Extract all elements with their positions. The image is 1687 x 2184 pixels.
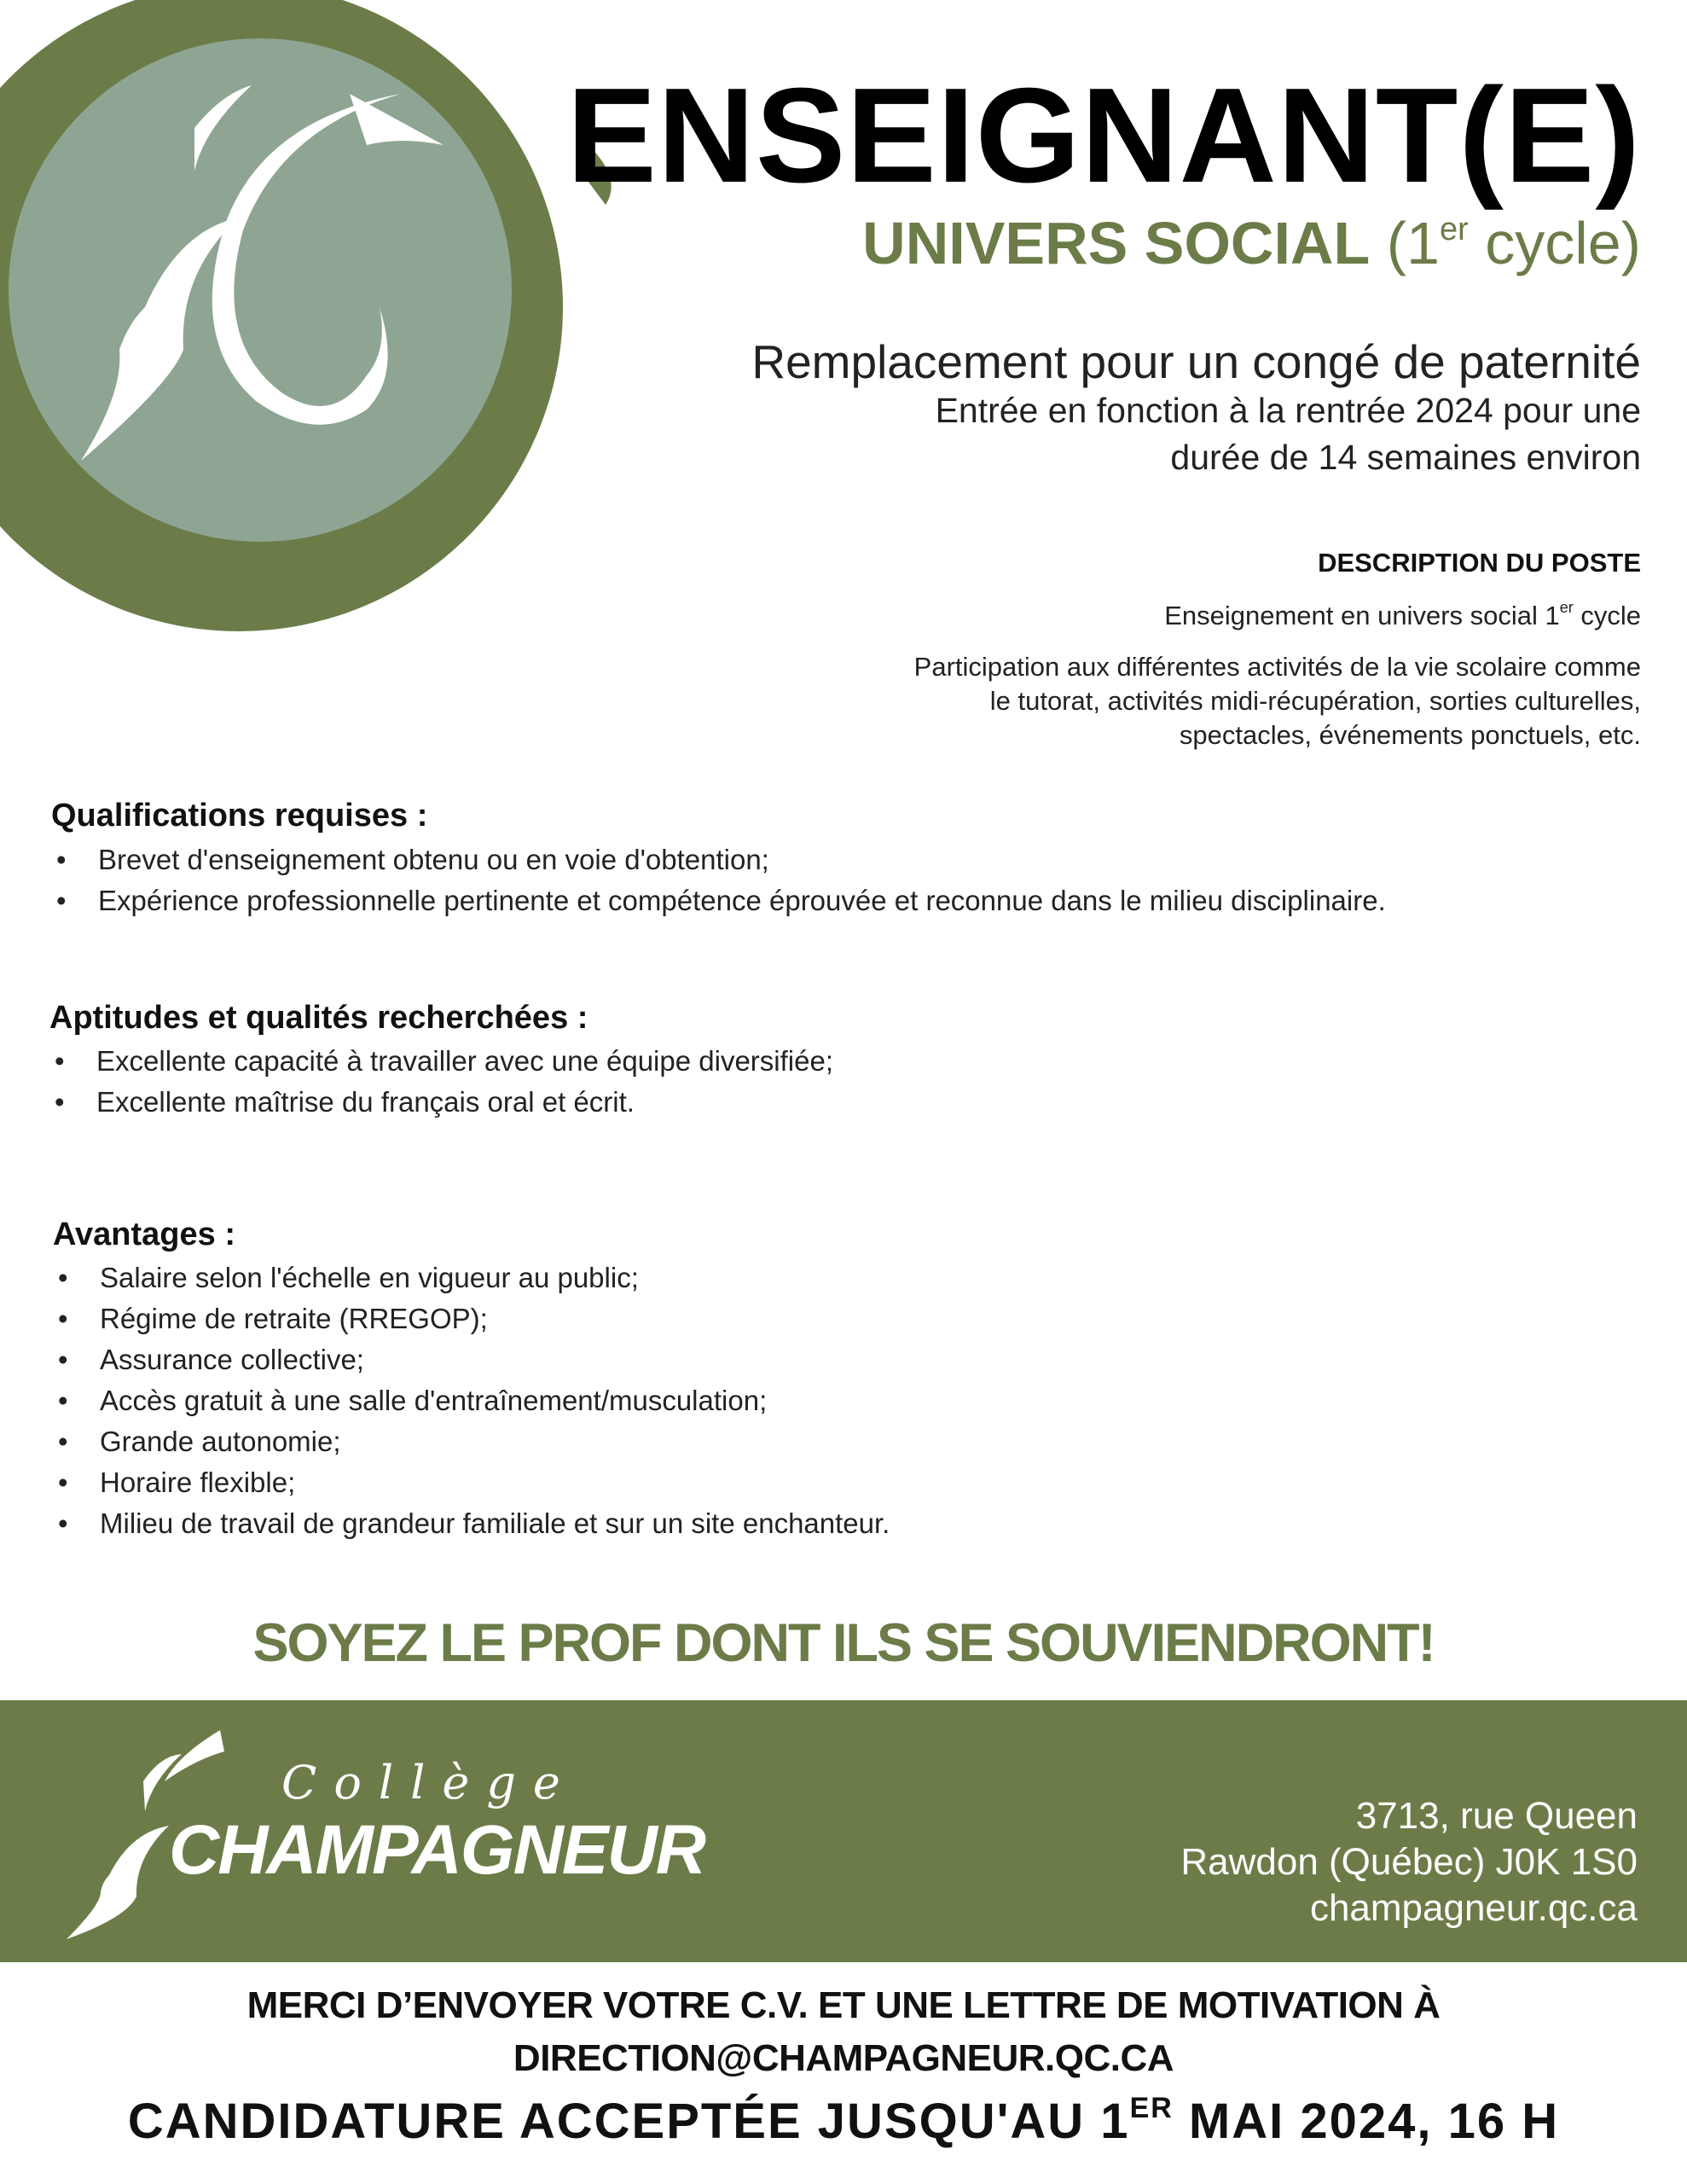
cycle-open: (1 (1386, 210, 1440, 276)
qualifications-title: Qualifications requises : (51, 798, 428, 834)
list-item-text: Grande autonomie; (100, 1426, 341, 1457)
job-title: ENSEIGNANT(E) (566, 61, 1641, 211)
description-line-end: cycle (1573, 601, 1641, 630)
deadline-end: MAI 2024, 16 H (1173, 2094, 1560, 2149)
description-heading: DESCRIPTION DU POSTE (1318, 548, 1641, 578)
application-instructions: MERCI D’ENVOYER VOTRE C.V. ET UNE LETTRE DE MOTIVATION À (246, 1984, 1441, 2026)
description-paragraph-line-1: Participation aux différentes activités de la vie scolaire comme (913, 652, 1641, 682)
advantages-title: Avantages : (53, 1217, 235, 1252)
college-name-small: Collège (281, 1756, 577, 1809)
list-item-text: Brevet d'enseignement obtenu ou en voie d'obtention; (98, 844, 769, 875)
application-deadline (0, 2092, 1687, 2150)
subject-name: UNIVERS SOCIAL (862, 210, 1371, 276)
list-item-text: Milieu de travail de grandeur familiale et sur un site enchanteur. (100, 1507, 890, 1539)
bullet-dot-icon: • (58, 1426, 68, 1457)
bullet-dot-icon: • (55, 1086, 65, 1118)
list-item (53, 1380, 890, 1421)
cycle-sup: er (1439, 212, 1469, 247)
bullet-dot-icon: • (58, 1344, 68, 1375)
deadline-main: CANDIDATURE ACCEPTÉE JUSQU'AU 1 (127, 2094, 1130, 2149)
list-item (51, 839, 1386, 880)
bullet-dot-icon: • (56, 885, 67, 916)
list-item-text: Excellente capacité à travailler avec une équipe diversifiée; (96, 1045, 833, 1077)
aptitudes-title: Aptitudes et qualités recherchées : (49, 1000, 588, 1036)
description-line-sup: er (1559, 599, 1574, 616)
list-item (53, 1421, 890, 1462)
description-line-main: Enseignement en univers social 1 (1164, 601, 1560, 630)
start-date-line-2: durée de 14 semaines environ (1170, 438, 1641, 477)
list-item-text: Régime de retraite (RREGOP); (100, 1303, 488, 1334)
description-paragraph-line-2: le tutorat, activités midi-récupération, sorties culturelles, (989, 686, 1641, 716)
bullet-dot-icon: • (55, 1045, 65, 1077)
list-item-text: Salaire selon l'échelle en vigueur au public; (100, 1262, 639, 1293)
description-paragraph-line-3: spectacles, événements ponctuels, etc. (1179, 720, 1641, 750)
list-item-text: Accès gratuit à une salle d'entraînement/musculation; (100, 1385, 768, 1416)
list-item-text: Excellente maîtrise du français oral et écrit. (96, 1086, 635, 1118)
list-item (53, 1339, 890, 1380)
list-item-text: Assurance collective; (100, 1344, 364, 1375)
address-line-2: Rawdon (Québec) J0K 1S0 (1180, 1841, 1638, 1883)
bullet-dot-icon: • (58, 1262, 68, 1293)
replacement-note: Remplacement pour un congé de paternité (751, 335, 1641, 388)
bullet-dot-icon: • (58, 1507, 68, 1539)
list-item (53, 1298, 890, 1339)
bullet-dot-icon: • (58, 1385, 68, 1416)
website-link[interactable]: champagneur.qc.ca (1309, 1887, 1638, 1929)
advantages-list (53, 1258, 890, 1544)
qualifications-list (51, 839, 1386, 921)
start-date-line-1: Entrée en fonction à la rentrée 2024 pour une (935, 391, 1641, 430)
slogan: SOYEZ LE PROF DONT ILS SE SOUVIENDRONT! (252, 1613, 1435, 1673)
list-item (49, 1041, 833, 1082)
list-item (53, 1503, 890, 1544)
job-subtitle (862, 210, 1641, 276)
list-item (51, 880, 1386, 921)
deadline-sup: ER (1129, 2092, 1174, 2124)
bullet-dot-icon: • (58, 1467, 68, 1498)
bullet-dot-icon: • (56, 844, 67, 875)
list-item (53, 1258, 890, 1298)
list-item-text: Horaire flexible; (100, 1467, 296, 1498)
list-item-text: Expérience professionnelle pertinente et compétence éprouvée et reconnue dans le milieu disciplinaire. (98, 885, 1386, 916)
aptitudes-list (49, 1041, 833, 1123)
college-name: CHAMPAGNEUR (169, 1811, 704, 1889)
address-line-1: 3713, rue Queen (1355, 1795, 1638, 1837)
list-item (53, 1462, 890, 1503)
bullet-dot-icon: • (58, 1303, 68, 1334)
description-line (1164, 599, 1641, 631)
list-item (49, 1082, 833, 1123)
application-email[interactable]: DIRECTION@CHAMPAGNEUR.QC.CA (513, 2037, 1174, 2079)
cycle-close: cycle) (1468, 210, 1641, 276)
